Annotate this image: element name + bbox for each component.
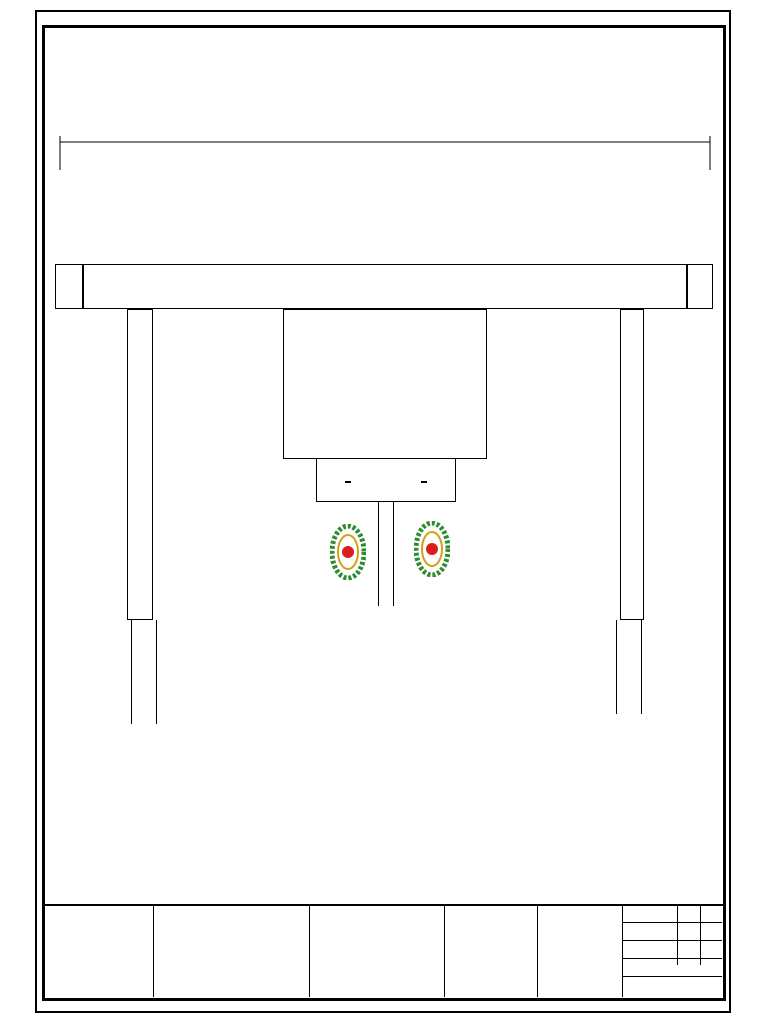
title-block-divider [153,905,154,997]
right-staircase [420,309,465,439]
title-block-divider [622,976,722,977]
title-block-divider [622,922,722,923]
reception-desk-left [317,472,379,492]
left-side-corridor [127,309,153,620]
left-exit-passage [131,620,157,724]
title-block-divider [537,905,538,997]
reception-desk-right [393,472,455,492]
title-block-divider [622,905,623,997]
legend-heading [270,646,274,661]
title-block-divider [622,940,722,941]
left-staircase [305,309,345,439]
bath-cell [687,264,713,309]
top-corridor [83,264,687,309]
entrance-passage [378,502,394,606]
title-block-divider [444,905,445,997]
title-block-divider [677,905,678,965]
title-block-divider [700,905,701,965]
right-side-corridor [620,309,644,620]
reception-desk-label [421,481,427,483]
bath-cell [55,264,83,309]
reception-desk-label [345,481,351,483]
title-block-divider [622,958,722,959]
plant-icon [330,524,366,580]
width-dimension-line [55,132,715,172]
title-block-divider [309,905,310,997]
right-exit-passage [616,620,642,714]
plant-icon [414,521,450,577]
